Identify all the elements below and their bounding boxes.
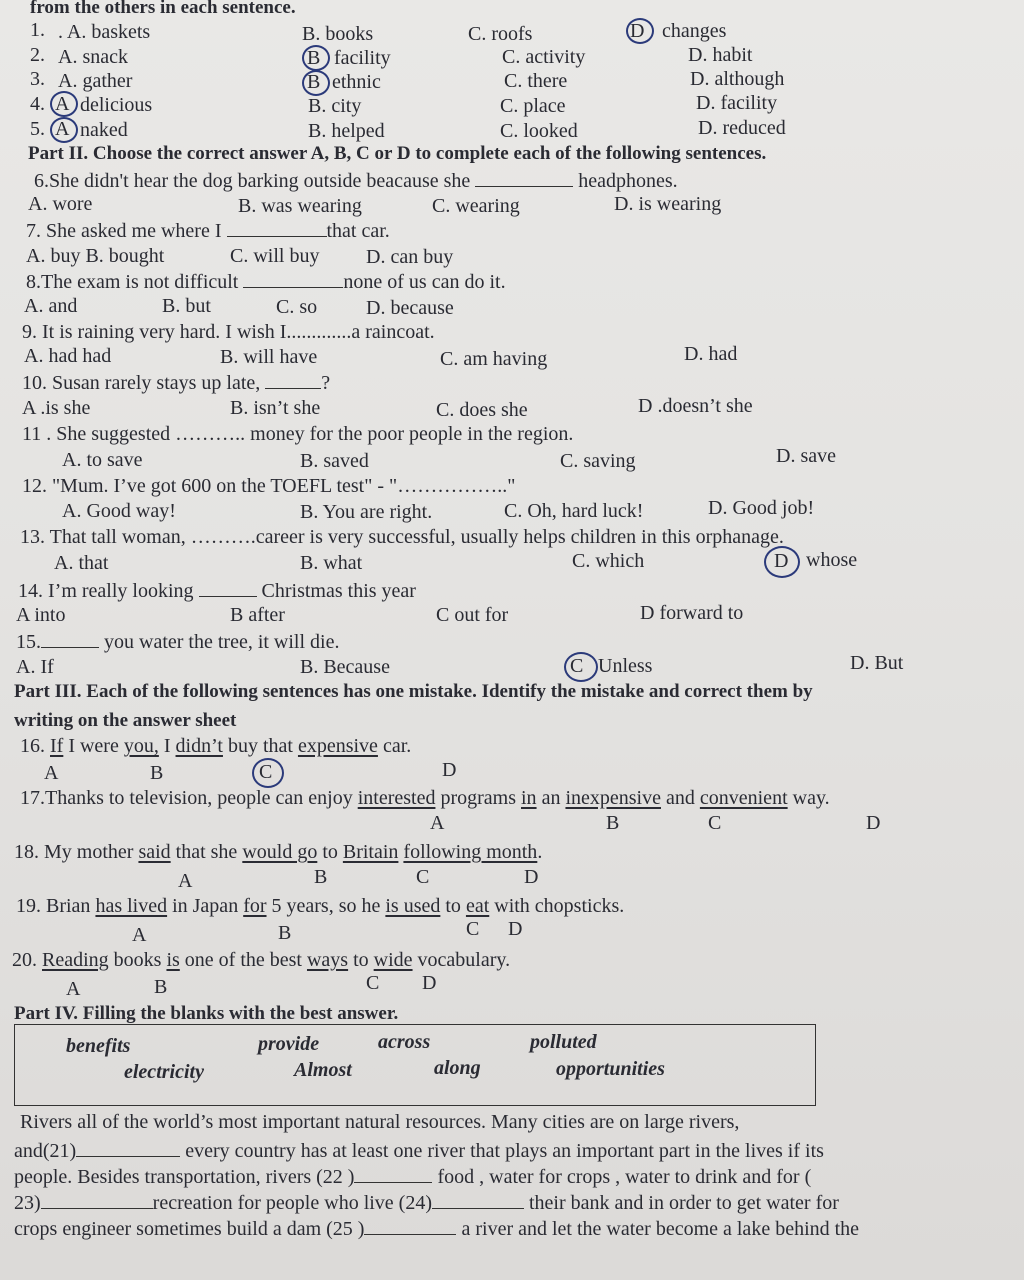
option-c: C. so (276, 296, 318, 318)
label-b: B (278, 922, 292, 944)
passage-line: Rivers all of the world’s most important natural resources. Many cities are on large rivers, (20, 1111, 740, 1133)
option-b: B. books (302, 23, 374, 45)
passage-text: every country has at least one river that plays an important part in the lives if its (185, 1140, 824, 1162)
question-text: 10. Susan rarely stays up late, (22, 372, 261, 394)
text: in Japan (167, 895, 244, 917)
text: to (440, 895, 466, 917)
underlined-d: following month (403, 841, 538, 863)
option-b-letter: B (307, 71, 321, 93)
passage-line (14, 1216, 859, 1241)
option-a: A. snack (58, 46, 128, 68)
text: programs (435, 787, 521, 809)
underlined-a: said (138, 841, 171, 863)
option-c: Unless (598, 655, 653, 677)
option-b: B after (230, 604, 285, 626)
question-text: 11 . She suggested ……….. money for the poor people in the region. (22, 423, 574, 445)
option-b: B. saved (300, 450, 369, 472)
underlined-c: inexpensive (565, 787, 661, 809)
option-b: ethnic (332, 71, 381, 93)
passage-text: recreation for people who live (24) (152, 1192, 432, 1214)
label-b: B (606, 812, 620, 834)
question-number: 16. (20, 735, 45, 757)
question-number: 2. (30, 44, 45, 66)
passage-text: 23) (14, 1192, 41, 1214)
option-c: C. does she (436, 399, 528, 421)
word-bank-item: Almost (294, 1059, 352, 1081)
word-bank-item: across (378, 1031, 431, 1053)
underlined-a: Reading (42, 949, 109, 971)
question-number: 1. (30, 19, 45, 41)
option-a: A. and (24, 295, 78, 317)
part4-heading: Part IV. Filling the blanks with the best answer. (14, 1003, 399, 1024)
question-text: 14. I’m really looking (18, 580, 194, 602)
underlined-d: expensive (297, 735, 378, 757)
option-d: changes (662, 20, 727, 42)
answer-blank (227, 218, 327, 237)
label-a: A (44, 762, 59, 784)
word-bank-item: polluted (530, 1031, 597, 1053)
answer-blank (199, 578, 257, 597)
underlined-c: is used (385, 895, 441, 917)
question-text: 7. She asked me where I (26, 220, 222, 242)
label-a: A (132, 924, 147, 946)
label-c: C (466, 918, 480, 940)
option-a: A. gather (58, 70, 133, 92)
option-a-b: A. buy B. bought (26, 245, 165, 267)
word-bank-item: opportunities (556, 1058, 665, 1080)
question-text: 17.Thanks to television, people can enjoy (20, 787, 358, 809)
label-b: B (150, 762, 164, 784)
underlined-b: in (521, 787, 537, 809)
text: and (660, 787, 700, 809)
text: way. (787, 787, 830, 809)
passage-line (14, 1164, 811, 1189)
underlined-c: didn’t (175, 735, 223, 757)
text: an (536, 787, 566, 809)
option-c: C. saving (560, 450, 636, 472)
text: to (317, 841, 343, 863)
underlined-b: would go (242, 841, 318, 863)
text: that she (170, 841, 243, 863)
underlined-b: for (243, 895, 267, 917)
option-d: D. reduced (698, 117, 786, 139)
question-text: you water the tree, it will die. (104, 631, 340, 653)
underlined-a: has lived (95, 895, 168, 917)
text: one of the best (179, 949, 307, 971)
label-c: C (366, 972, 380, 994)
underlined-d: convenient (699, 787, 788, 809)
passage-line (14, 1190, 839, 1215)
option-b: B. but (162, 295, 211, 317)
option-d: D. is wearing (614, 193, 722, 215)
option-c: C. looked (500, 120, 578, 142)
part2-heading: Part II. Choose the correct answer A, B, C or D to complete each of the following sentences. (28, 143, 767, 164)
label-d: D (866, 812, 881, 834)
option-a: A. that (54, 552, 109, 574)
option-c: C out for (436, 604, 509, 626)
option-a: A. to save (62, 449, 143, 471)
question-text-end: that car. (326, 220, 390, 242)
option-d: D. Good job! (708, 497, 815, 519)
option-a: naked (80, 119, 128, 141)
part3-heading-line2: writing on the answer sheet (14, 710, 237, 731)
option-d-letter: D (774, 550, 789, 572)
text: car. (377, 735, 412, 757)
question-number: 5. (30, 118, 45, 140)
question-text: 19. Brian (16, 895, 96, 917)
word-bank-item: benefits (66, 1035, 131, 1057)
option-b: facility (334, 47, 391, 69)
question-number: 20. (12, 949, 42, 971)
passage-text: food , water for crops , water to drink and for ( (437, 1166, 812, 1188)
text: with chopsticks. (489, 895, 625, 917)
question-text: 8.The exam is not difficult (26, 271, 239, 293)
option-d: D. habit (688, 44, 753, 66)
answer-blank (475, 168, 573, 187)
text: vocabulary. (412, 949, 511, 971)
option-a-letter: A (55, 93, 70, 115)
question-text: 18. My mother (14, 841, 139, 863)
label-b: B (314, 866, 328, 888)
option-a: A into (16, 604, 66, 626)
question-number: 15. (16, 631, 41, 653)
word-bank-item: electricity (124, 1061, 204, 1083)
option-a: A. Good way! (62, 500, 176, 522)
answer-blank-22 (354, 1164, 432, 1183)
text: buy that (222, 735, 298, 757)
underlined-a: interested (357, 787, 436, 809)
option-d: whose (806, 549, 858, 571)
option-d: D. because (366, 297, 454, 319)
answer-blank-23 (41, 1190, 153, 1209)
answer-blank-24 (432, 1190, 524, 1209)
option-c: C. wearing (432, 195, 520, 217)
word-bank-item: provide (258, 1033, 320, 1055)
text: . (537, 841, 543, 863)
underlined-c: ways (306, 949, 349, 971)
option-d: D. save (776, 445, 836, 467)
underlined-b: you, (123, 735, 159, 757)
option-a-letter: A (55, 118, 70, 140)
question-number: 3. (30, 68, 45, 90)
option-b: B. Because (300, 656, 390, 678)
passage-text: a river and let the water become a lake behind the (461, 1218, 860, 1240)
text: I were (63, 735, 124, 757)
option-d: D. although (690, 68, 785, 90)
option-d-letter: D (630, 20, 645, 42)
text: I (158, 735, 176, 757)
question-text-end: ? (321, 372, 331, 394)
label-a: A (66, 978, 81, 1000)
option-a: A .is she (22, 397, 91, 419)
option-b: B. city (308, 95, 362, 117)
underlined-b: is (166, 949, 180, 971)
option-a: delicious (80, 94, 153, 116)
question-text-end: Christmas this year (261, 580, 416, 602)
option-c: C. roofs (468, 23, 533, 45)
option-a: A. If (16, 656, 54, 678)
answer-blank (265, 370, 321, 389)
label-d: D (524, 866, 539, 888)
word-bank-item: along (434, 1057, 481, 1079)
answer-blank (41, 629, 99, 648)
label-d: D (442, 759, 457, 781)
answer-blank-25 (364, 1216, 456, 1235)
option-b: B. You are right. (300, 501, 433, 523)
option-c: C. place (500, 95, 566, 117)
question-text: 12. "Mum. I’ve got 600 on the TOEFL test" - "…………….." (22, 475, 516, 497)
option-c: C. will buy (230, 245, 320, 267)
option-b-letter: B (307, 47, 321, 69)
label-c: C (259, 761, 273, 783)
option-b: B. what (300, 552, 363, 574)
question-text-end: headphones. (578, 170, 678, 192)
underlined-d: wide (373, 949, 413, 971)
text: 5 years, so he (266, 895, 386, 917)
option-b: B. will have (220, 346, 318, 368)
label-a: A (430, 812, 445, 834)
answer-blank-21 (76, 1138, 180, 1157)
label-b: B (154, 976, 168, 998)
question-text: 13. That tall woman, ……….career is very successful, usually helps children in this orphanage. (20, 526, 784, 548)
label-c: C (416, 866, 430, 888)
option-d: D. But (850, 652, 904, 674)
passage-text: people. Besides transportation, rivers (22 ) (14, 1166, 355, 1188)
underlined-a: If (50, 735, 64, 757)
part3-heading: Part III. Each of the following sentences has one mistake. Identify the mistake and correct them by (14, 681, 813, 702)
option-c: C. which (572, 550, 645, 572)
passage-text: their bank and in order to get water for (529, 1192, 839, 1214)
passage-text: and(21) (14, 1140, 77, 1162)
option-d: D. had (684, 343, 738, 365)
option-b: B. isn’t she (230, 397, 321, 419)
underlined-c: Britain (342, 841, 399, 863)
underlined-d: eat (465, 895, 490, 917)
option-d: D. facility (696, 92, 778, 114)
text: to (348, 949, 374, 971)
section-instruction-fragment: from the others in each sentence. (30, 0, 296, 18)
text: books (108, 949, 167, 971)
option-d: D forward to (640, 602, 744, 624)
option-c: C. activity (502, 46, 586, 68)
option-c: C. am having (440, 348, 548, 370)
label-d: D (422, 972, 437, 994)
option-d: D .doesn’t she (638, 395, 753, 417)
label-a: A (178, 870, 193, 892)
option-d: D. can buy (366, 246, 454, 268)
passage-line (14, 1138, 824, 1163)
answer-blank (243, 269, 343, 288)
question-text: 6.She didn't hear the dog barking outside beacause she (34, 170, 471, 192)
question-text-end: none of us can do it. (343, 271, 506, 293)
option-c-letter: C (570, 655, 584, 677)
question-number: 4. (30, 93, 45, 115)
question-text: 9. It is raining very hard. I wish I.............a raincoat. (22, 321, 435, 343)
option-c: C. there (504, 70, 568, 92)
option-a: . A. baskets (58, 21, 151, 43)
option-b: B. helped (308, 120, 385, 142)
passage-text: crops engineer sometimes build a dam (25 ) (14, 1218, 365, 1240)
option-a: A. had had (24, 345, 112, 367)
label-d: D (508, 918, 523, 940)
option-c: C. Oh, hard luck! (504, 500, 644, 522)
option-b: B. was wearing (238, 195, 362, 217)
label-c: C (708, 812, 722, 834)
option-a: A. wore (28, 193, 93, 215)
